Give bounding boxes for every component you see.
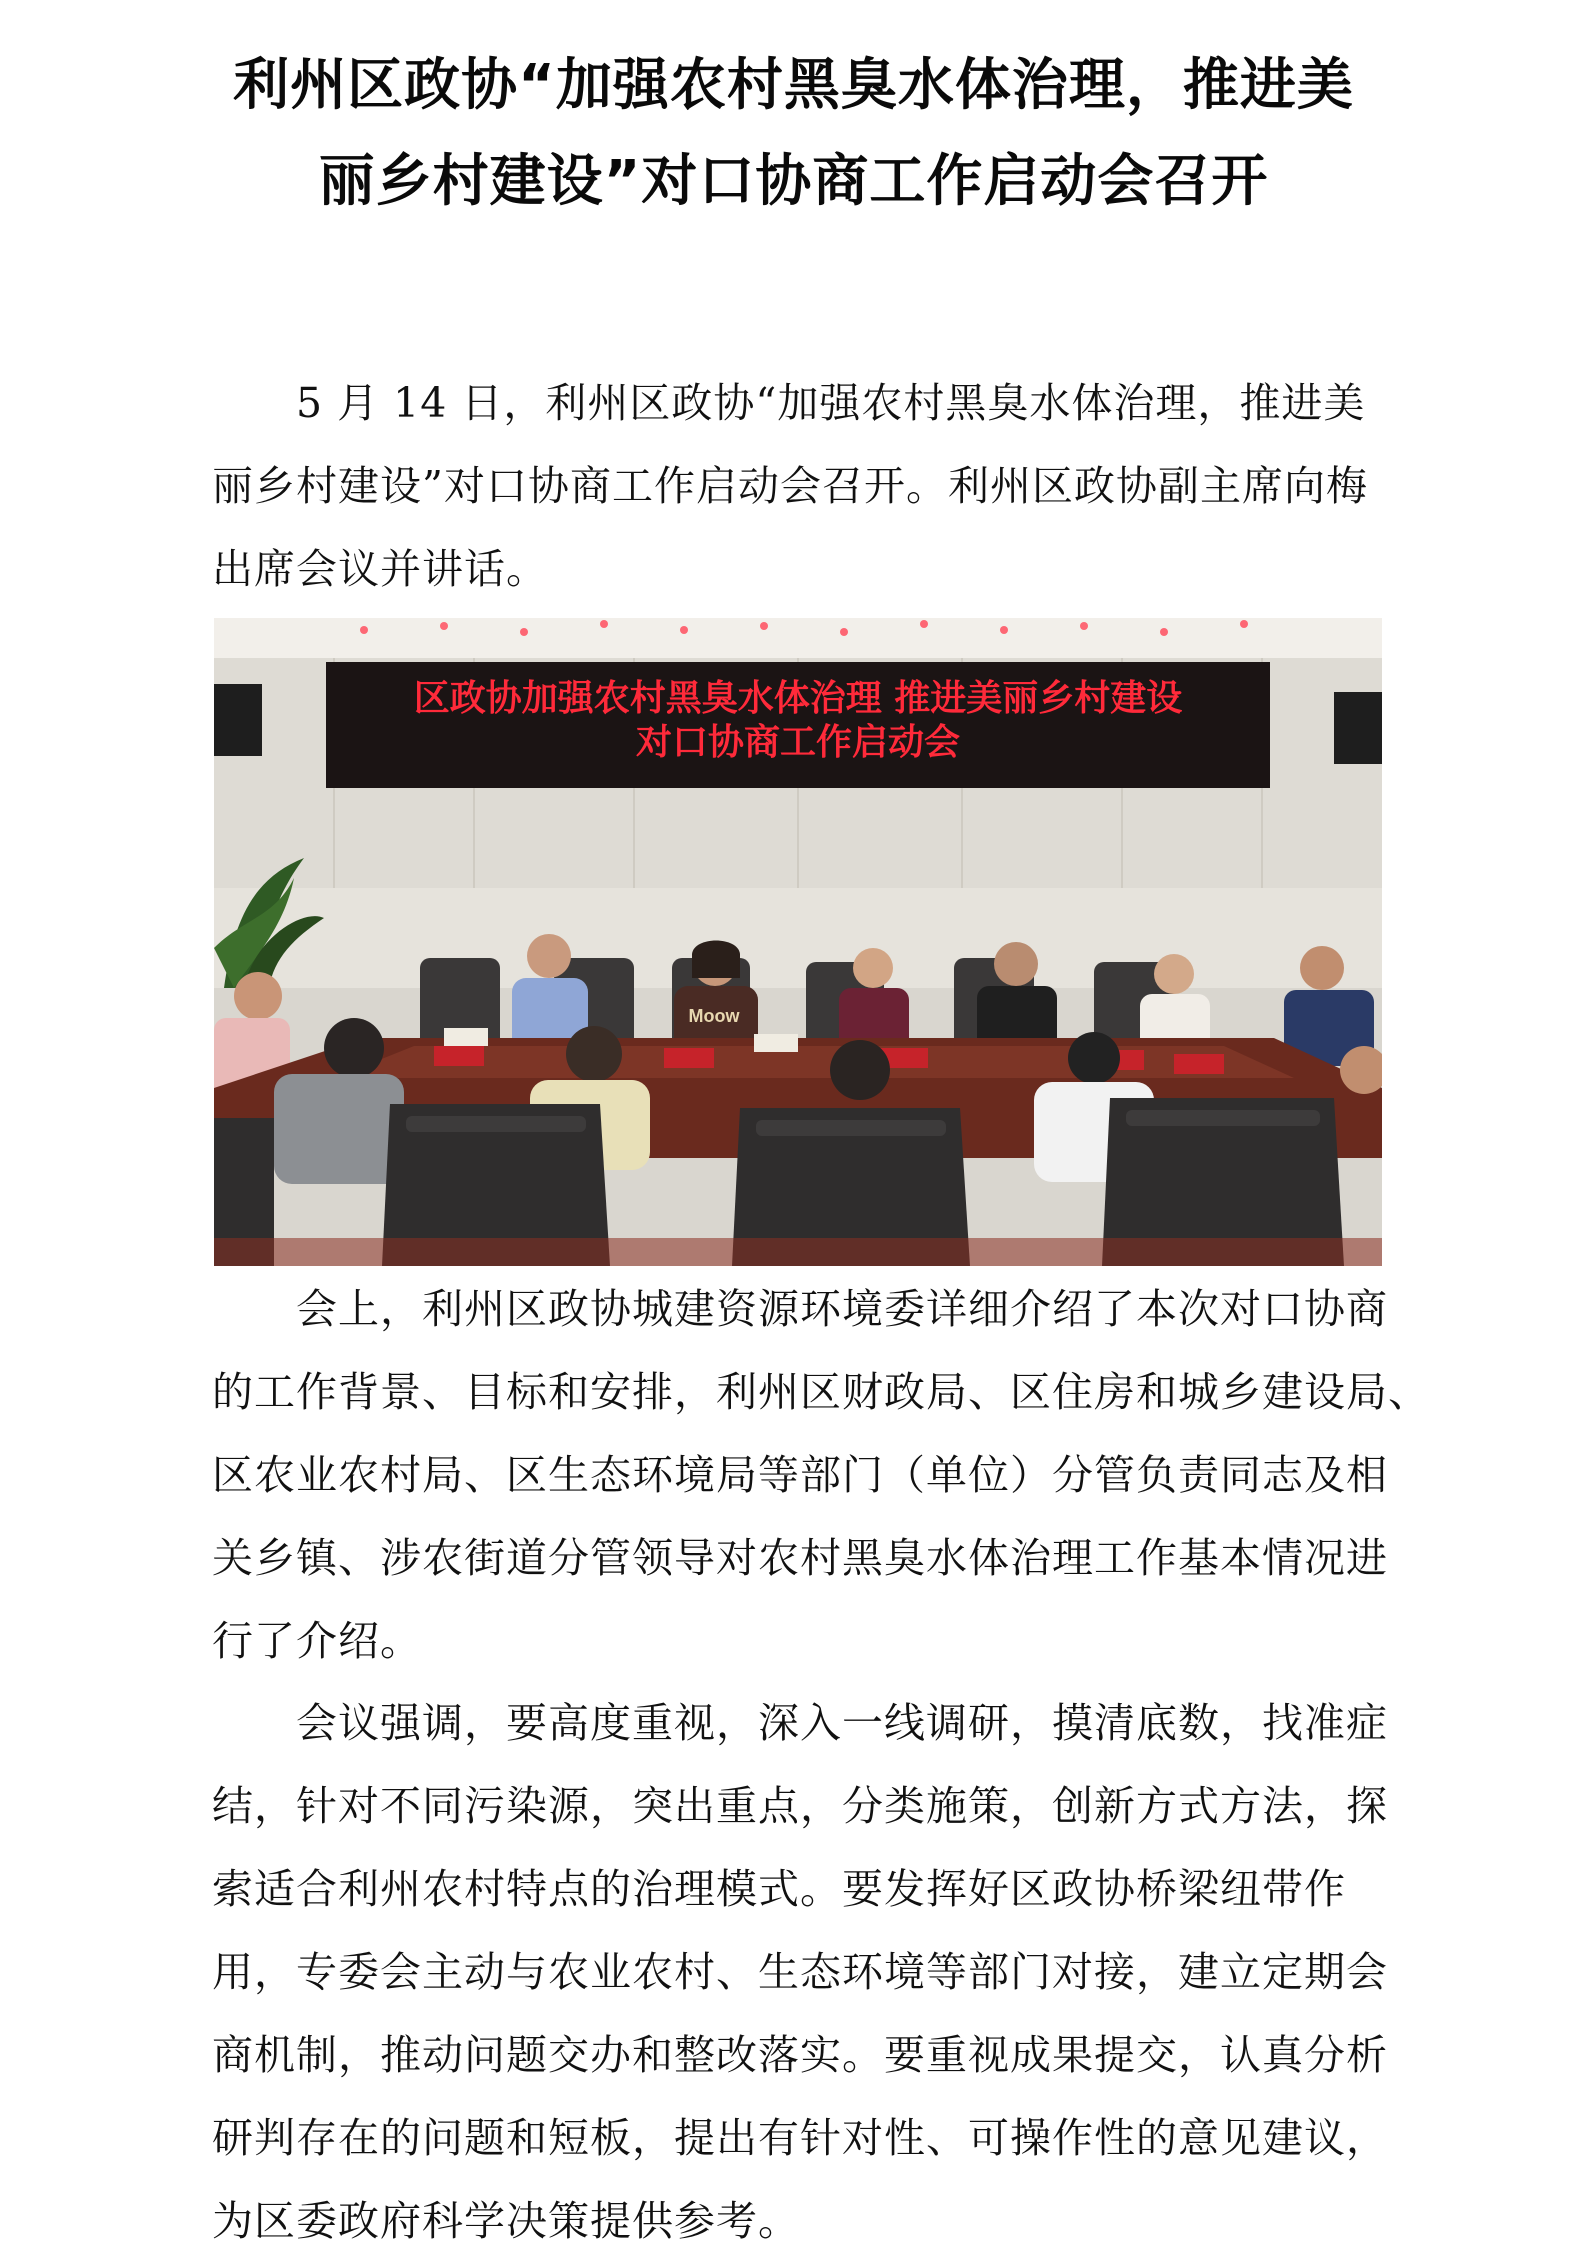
paragraph-line: 用，专委会主动与农业农村、生态环境等部门对接，建立定期会 [212, 1948, 1388, 1996]
paragraph-1 [212, 362, 1380, 611]
paragraph-line: 关乡镇、涉农街道分管领导对农村黑臭水体治理工作基本情况进 [212, 1534, 1388, 1582]
meeting-photo [214, 618, 1382, 1266]
led-banner-line-1: 区政协加强农村黑臭水体治理 推进美丽乡村建设 [413, 678, 1183, 719]
floor-strip [214, 1238, 1382, 1266]
paragraph-line: 丽乡村建设”对口协商工作启动会召开。利州区政协副主席向梅 [212, 462, 1368, 510]
paragraph-line: 索适合利州农村特点的治理模式。要发挥好区政协桥梁纽带作 [212, 1865, 1346, 1913]
paragraph-line: 结，针对不同污染源，突出重点，分类施策，创新方式方法，探 [212, 1782, 1388, 1830]
paragraph-line: 研判存在的问题和短板，提出有针对性、可操作性的意见建议， [212, 2114, 1388, 2162]
title-line-2: 丽乡村建设”对口协商工作启动会召开 [318, 148, 1269, 214]
right-speaker [1334, 692, 1382, 764]
article-title [180, 38, 1407, 230]
paragraph-2 [212, 1268, 1430, 1683]
title-line-1: 利州区政协“加强农村黑臭水体治理，推进美 [233, 52, 1354, 118]
paragraph-line: 会议强调，要高度重视，深入一线调研，摸清底数，找准症 [296, 1699, 1388, 1747]
paragraph-3 [212, 1682, 1388, 2263]
led-banner-line-2: 对口协商工作启动会 [635, 722, 961, 763]
shirt-print: Moow [688, 1006, 740, 1026]
paragraph-line: 出席会议并讲话。 [212, 545, 548, 593]
paragraph-line: 5 月 14 日，利州区政协“加强农村黑臭水体治理，推进美 [296, 379, 1366, 427]
left-speaker [214, 684, 262, 756]
paragraph-line: 行了介绍。 [212, 1617, 422, 1665]
paragraph-line: 区农业农村局、区生态环境局等部门（单位）分管负责同志及相 [212, 1451, 1388, 1499]
paragraph-line: 的工作背景、目标和安排，利州区财政局、区住房和城乡建设局、 [212, 1368, 1430, 1416]
paragraph-line: 商机制，推动问题交办和整改落实。要重视成果提交，认真分析 [212, 2031, 1388, 2079]
paragraph-line: 会上，利州区政协城建资源环境委详细介绍了本次对口协商 [296, 1285, 1388, 1333]
paragraph-line: 为区委政府科学决策提供参考。 [212, 2197, 800, 2245]
lower-wall [214, 888, 1382, 988]
meeting-photo-illustration [214, 618, 1382, 1266]
ceiling [214, 618, 1382, 658]
